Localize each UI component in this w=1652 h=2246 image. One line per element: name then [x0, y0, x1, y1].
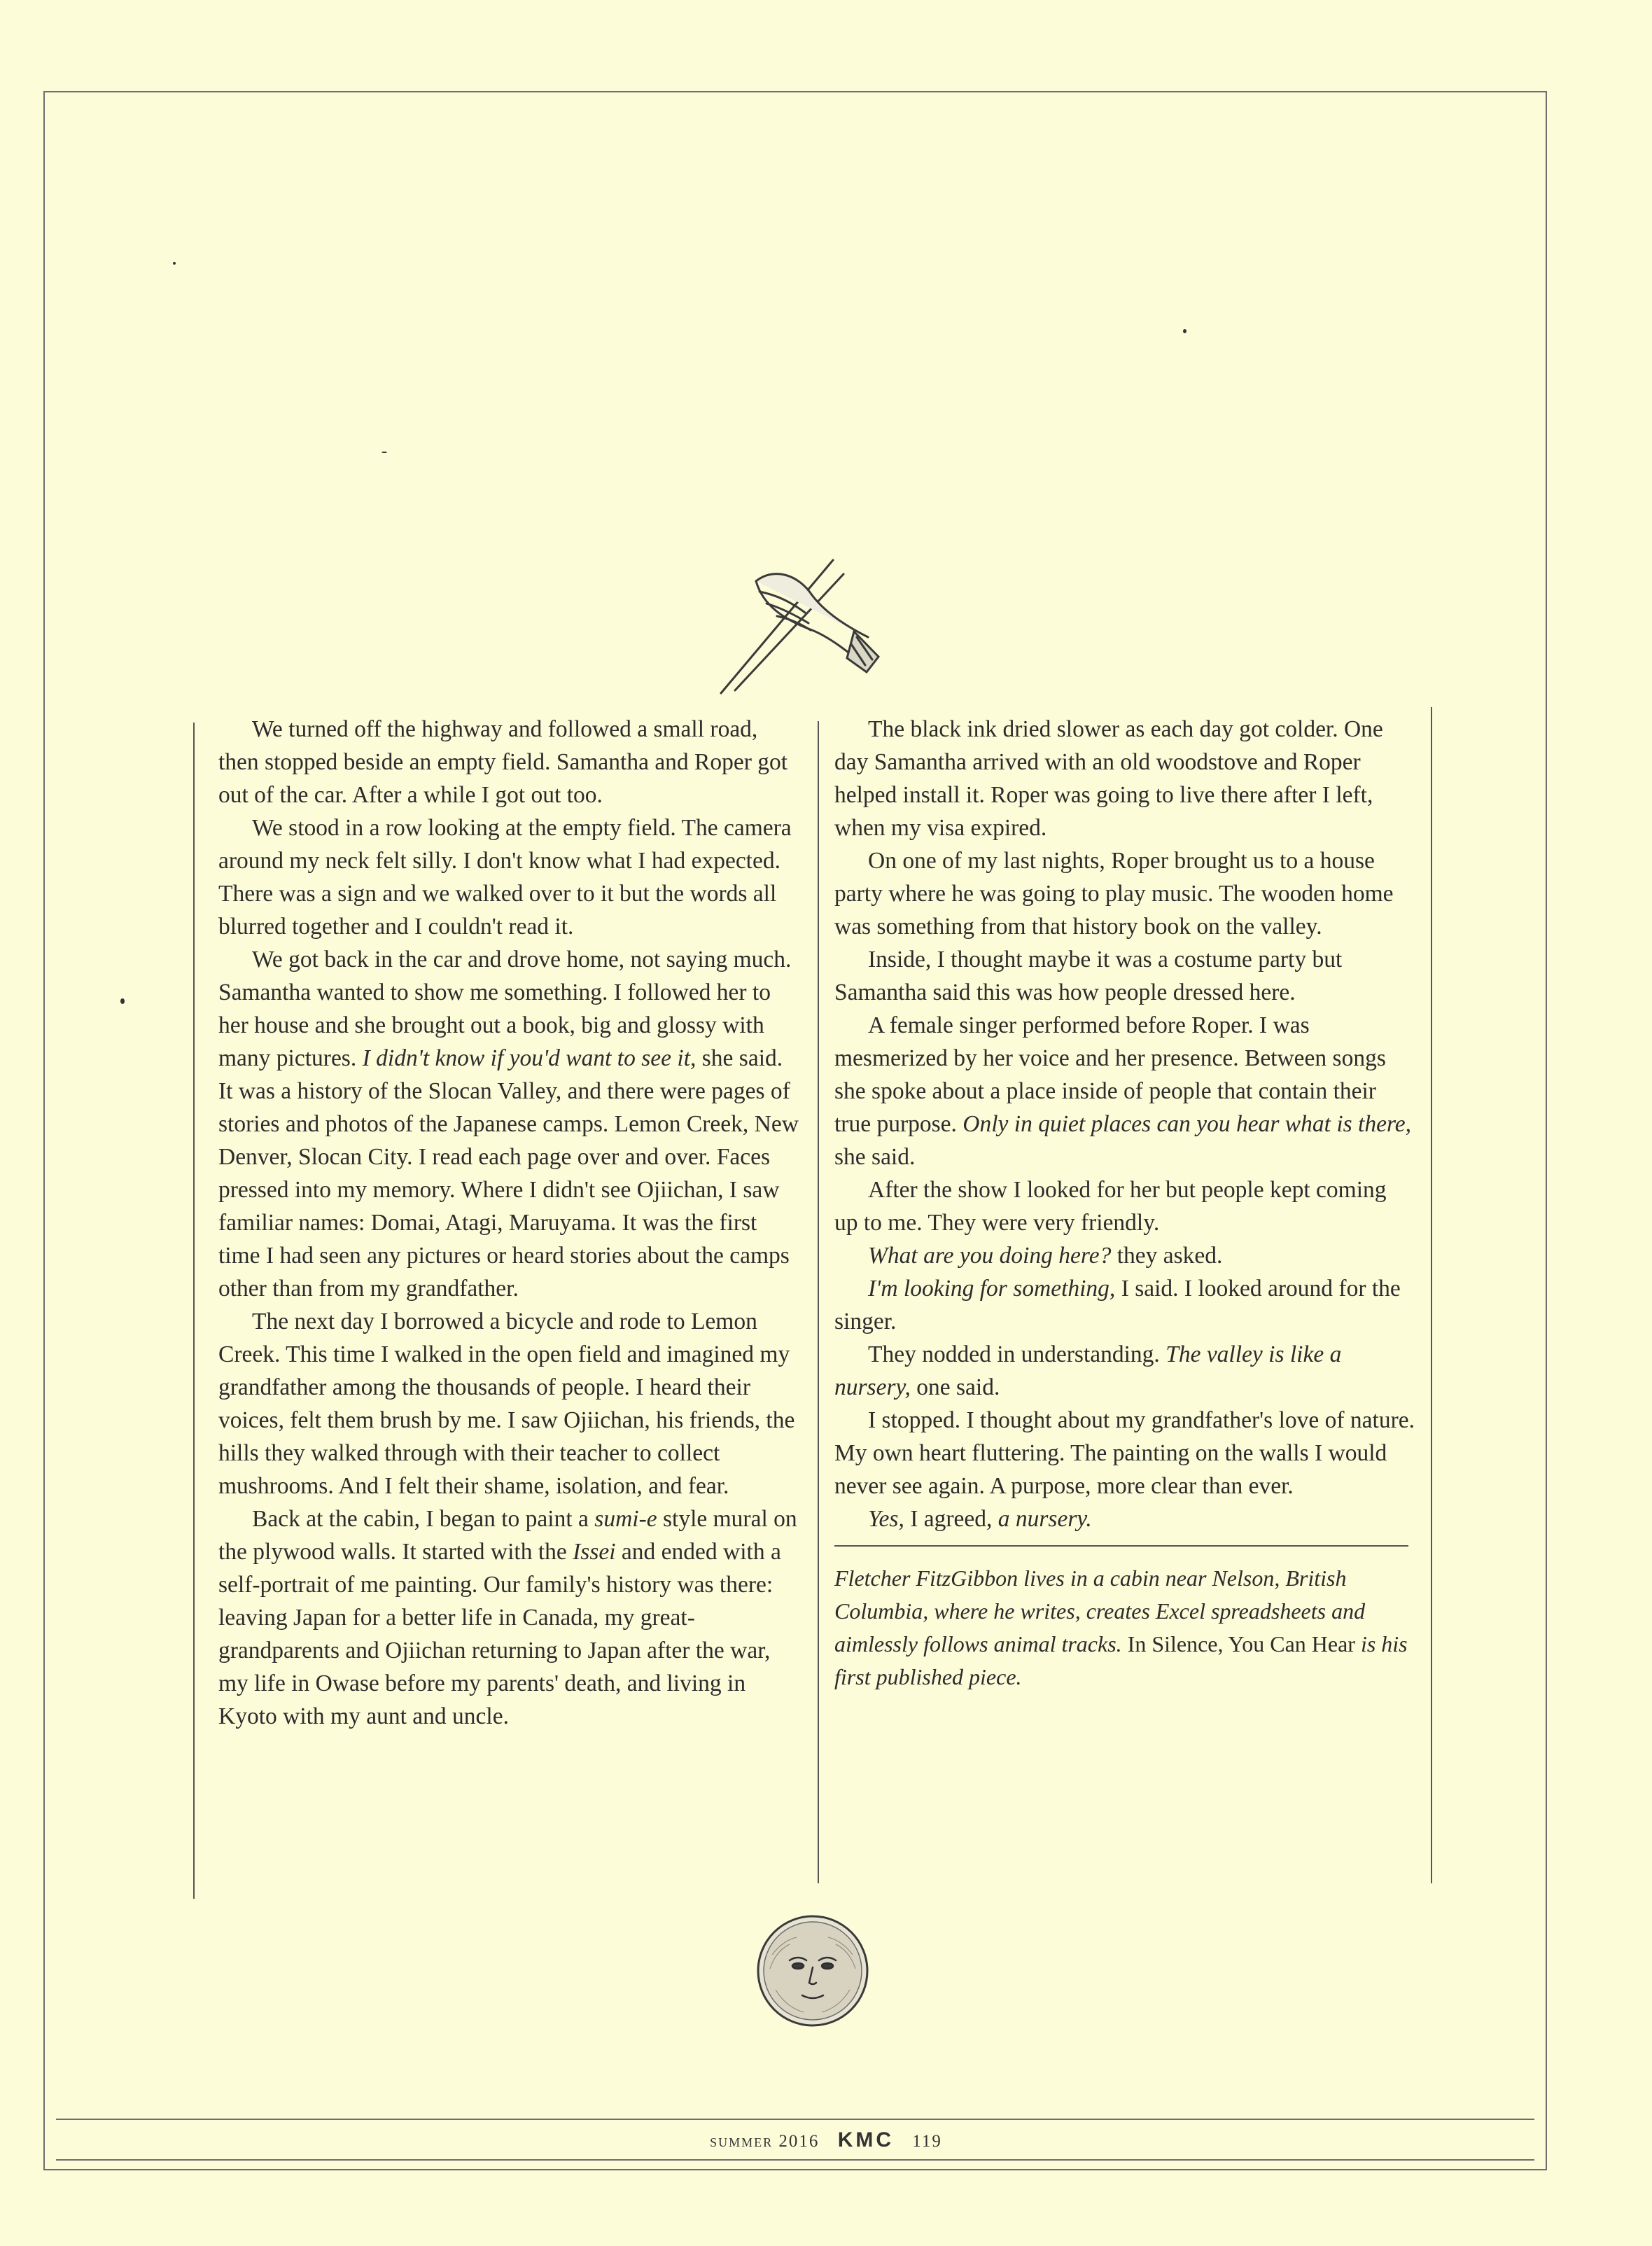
center-column-rule: [818, 721, 819, 1883]
author-bio: Fletcher FitzGibbon lives in a cabin near Nelson, British Columbia, where he writes, creates Excel spreadsheets and aimlessly follows animal tracks. In Silence, You Can Hear is his first published piece.: [834, 1565, 1408, 1689]
paragraph: Inside, I thought maybe it was a costume party but Samantha said this was how people dressed here.: [834, 947, 1343, 1005]
paragraph: The black ink dried slower as each day got colder. One day Samantha arrived with an old woodstove and Roper helped install it. Roper was going to live there after I left, when my visa expired.: [834, 716, 1383, 841]
paragraph: I stopped. I thought about my grandfather's love of nature. My own heart fluttering. The painting on the walls I would never see again. A purpose, more clear than ever.: [834, 1407, 1415, 1499]
paragraph: We turned off the highway and followed a small road, then stopped beside an empty field. Samantha and Roper got out of the car. After a while I got out too.: [218, 716, 788, 808]
moon-face-icon: [755, 1913, 871, 2029]
speck: [1183, 329, 1186, 333]
left-column-rule: [193, 723, 195, 1899]
bio-divider: [834, 1545, 1408, 1547]
paragraph: We stood in a row looking at the empty field. The camera around my neck felt silly. I don't know what I had expected. There was a sign and we walked over to it but the words all blurred together and I couldn't read it.: [218, 815, 792, 940]
paragraph: They nodded in understanding. The valley is like a nursery, one said.: [834, 1341, 1342, 1400]
paragraph: We got back in the car and drove home, not saying much. Samantha wanted to show me something. I followed her to her house and she brought out a book, big and glossy with many pictures. I didn't know if you'd want to see it, she said. It was a history of the Slocan Valley, and there were pages of stories and photos of the Japanese camps. Lemon Creek, New Denver, Slocan City. I read each page over and over. Faces pressed into my memory. Where I didn't see Ojiichan, I saw familiar names: Domai, Atagi, Maruyama. It was the first time I had seen any pictures or heard stories about the camps other than from my grandfather.: [218, 947, 799, 1302]
paragraph: A female singer performed before Roper. I was mesmerized by her voice and her presence. Between songs she spoke about a place inside of people that contain their true purpose. Only in quiet places can you hear what is there, she said.: [834, 1012, 1412, 1170]
paragraph: What are you doing here? they asked.: [868, 1243, 1223, 1269]
page-footer: [0, 2128, 1652, 2152]
footer-rule-top: [56, 2119, 1534, 2120]
issue-season: summer 2016: [710, 2132, 820, 2151]
magazine-name: KMC: [837, 2128, 895, 2151]
paragraph: Yes, I agreed, a nursery.: [868, 1506, 1092, 1532]
footer-rule-bottom: [56, 2159, 1534, 2161]
right-column-rule: [1431, 707, 1432, 1883]
paragraph: I'm looking for something, I said. I looked around for the singer.: [834, 1276, 1401, 1334]
paragraph: The next day I borrowed a bicycle and rode to Lemon Creek. This time I walked in the open field and imagined my grandfather among the thousands of people. I heard their voices, felt them brush by me. I saw Ojiichan, his friends, the hills they walked through with their teacher to collect mushrooms. And I felt their shame, isolation, and fear.: [218, 1309, 795, 1499]
speck: [382, 452, 387, 453]
page-number: 119: [912, 2132, 942, 2151]
right-column: [834, 713, 1415, 1694]
speck: [173, 262, 176, 265]
paragraph: Back at the cabin, I began to paint a sumi-e style mural on the plywood walls. It started with the Issei and ended with a self-portrait of me painting. Our family's history was there: leaving Japan for a better life in Canada, my great-grandparents and Ojiichan returning to Japan after the war, my life in Owase before my parents' death, and living in Kyoto with my aunt and uncle.: [218, 1506, 797, 1729]
paragraph: After the show I looked for her but people kept coming up to me. They were very friendly.: [834, 1177, 1387, 1236]
paragraph: On one of my last nights, Roper brought us to a house party where he was going to play music. The wooden home was something from that history book on the valley.: [834, 848, 1394, 940]
hand-with-chopsticks-icon: [707, 553, 889, 700]
left-column: [218, 713, 799, 1733]
speck: [120, 998, 125, 1004]
